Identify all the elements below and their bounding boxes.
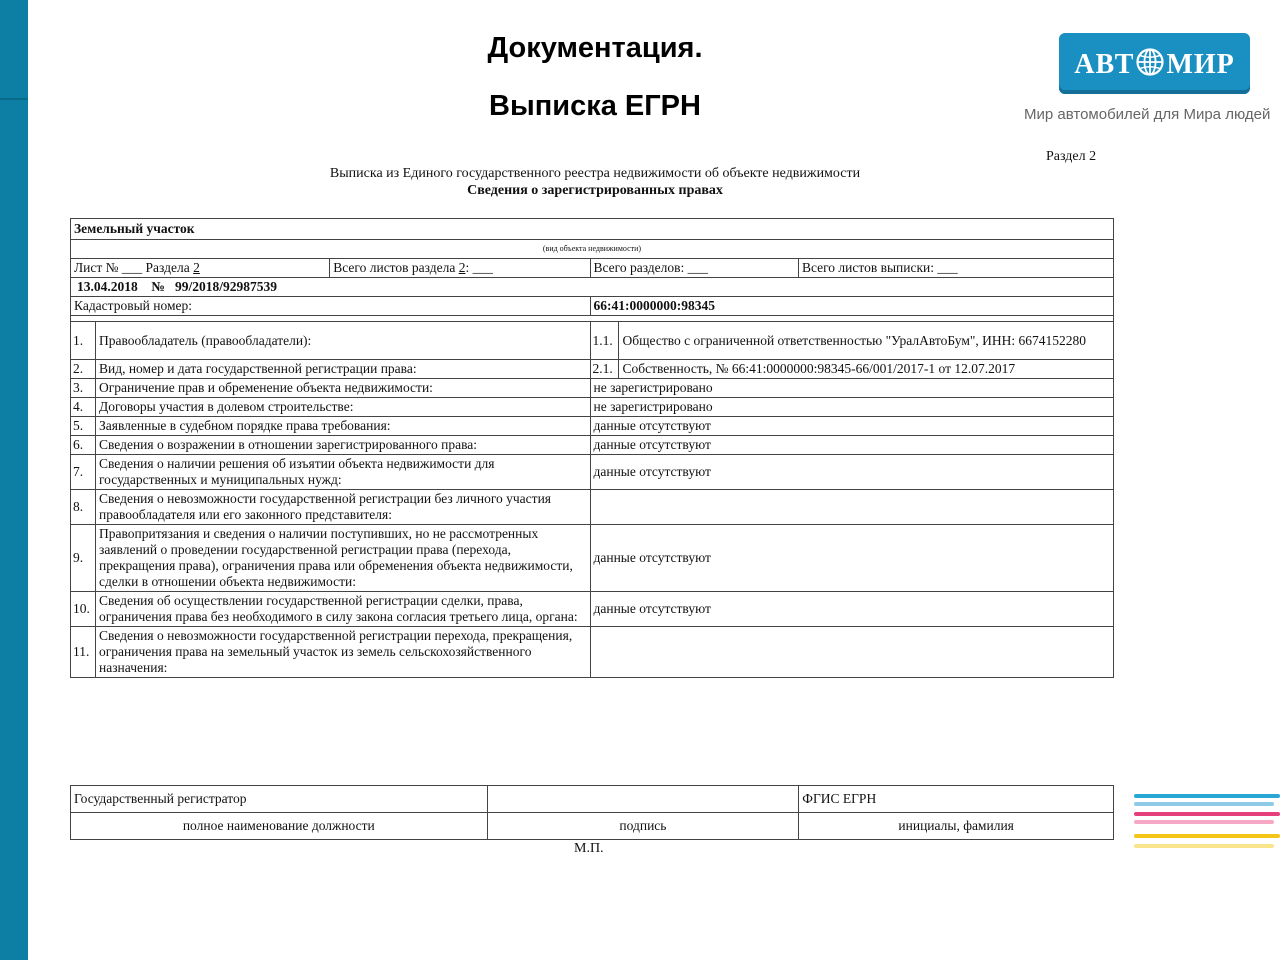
document-heading xyxy=(300,165,890,199)
row-number: 1. xyxy=(71,322,96,360)
row-number: 9. xyxy=(71,525,96,592)
date-number-cell xyxy=(71,278,1114,297)
table-row xyxy=(71,417,1114,436)
total-sheets-section-value: 2 xyxy=(458,260,466,275)
row-label: Сведения о возражении в отношении зарегистрированного права: xyxy=(95,436,590,455)
row-value: Общество с ограниченной ответственностью "УралАвтоБум", ИНН: 6674152280 xyxy=(619,322,1114,360)
row-label: Сведения о невозможности государственной регистрации перехода, прекращения, ограничения права на земельный участок из земель сельскохозяйственного назначения: xyxy=(95,627,590,678)
caption-signature: подпись xyxy=(487,813,799,840)
total-sheets-section-label: Всего листов раздела xyxy=(333,260,456,275)
registrar-org: ФГИС ЕГРН xyxy=(799,786,1114,813)
table-row xyxy=(71,525,1114,592)
row-number: 2. xyxy=(71,360,96,379)
total-sheets-section-cell xyxy=(330,259,590,278)
row-label: Сведения о наличии решения об изъятии объекта недвижимости для государственных и муниципальных нужд: xyxy=(95,455,590,490)
row-label: Правопритязания и сведения о наличии поступивших, но не рассмотренных заявлений о проведении государственной регистрации права (перехода, прекращения права), ограничения права или обременения объекта недвижимости, сделки в отношении объекта недвижимости: xyxy=(95,525,590,592)
row-label: Вид, номер и дата государственной регистрации права: xyxy=(95,360,590,379)
caption-name: инициалы, фамилия xyxy=(799,813,1114,840)
avtomir-logo xyxy=(1059,33,1250,94)
row-number: 8. xyxy=(71,490,96,525)
row-label: Правообладатель (правообладатели): xyxy=(95,322,590,360)
left-accent-bar xyxy=(0,0,28,960)
row-number: 6. xyxy=(71,436,96,455)
stripe-lightblue xyxy=(1134,802,1274,806)
cadastral-label: Кадастровый номер: xyxy=(71,297,591,316)
egrn-table xyxy=(70,218,1114,678)
row-number: 3. xyxy=(71,379,96,398)
row-number: 10. xyxy=(71,592,96,627)
row-number: 7. xyxy=(71,455,96,490)
table-row xyxy=(71,360,1114,379)
stripe-lightpink xyxy=(1134,820,1274,824)
extract-date: 13.04.2018 xyxy=(77,279,138,294)
row-label: Ограничение прав и обременение объекта недвижимости: xyxy=(95,379,590,398)
brand-tagline: Мир автомобилей для Мира людей xyxy=(1024,106,1271,123)
signature-row xyxy=(71,786,1114,813)
row-value: Собственность, № 66:41:0000000:98345-66/001/2017-1 от 12.07.2017 xyxy=(619,360,1114,379)
sheet-info-row xyxy=(71,259,1114,278)
table-row xyxy=(71,322,1114,360)
row-number: 5. xyxy=(71,417,96,436)
sheet-section-value: 2 xyxy=(193,260,200,275)
stripe-yellow xyxy=(1134,834,1280,838)
row-value: данные отсутствуют xyxy=(590,417,1114,436)
table-row xyxy=(71,379,1114,398)
row-subnumber: 1.1. xyxy=(590,322,619,360)
stripe-blue xyxy=(1134,794,1280,798)
caption-position: полное наименование должности xyxy=(71,813,488,840)
row-number: 4. xyxy=(71,398,96,417)
signature-field xyxy=(487,786,799,813)
object-type-caption-row xyxy=(71,240,1114,259)
total-sections: Всего разделов: ___ xyxy=(590,259,798,278)
signature-caption-row xyxy=(71,813,1114,840)
row-value: данные отсутствуют xyxy=(590,592,1114,627)
row-value: данные отсутствуют xyxy=(590,455,1114,490)
document-subtitle: Сведения о зарегистрированных правах xyxy=(467,183,723,198)
total-sheets-section-suffix: : ___ xyxy=(465,260,493,275)
row-value: не зарегистрировано xyxy=(590,379,1114,398)
object-type-caption: (вид объекта недвижимости) xyxy=(71,240,1114,259)
stamp-place: М.П. xyxy=(574,841,604,856)
cadastral-row xyxy=(71,297,1114,316)
table-row xyxy=(71,592,1114,627)
row-value: данные отсутствуют xyxy=(590,436,1114,455)
left-accent-tick xyxy=(0,98,28,100)
table-row xyxy=(71,490,1114,525)
document-title: Выписка из Единого государственного реестра недвижимости об объекте недвижимости xyxy=(329,166,861,181)
row-label: Заявленные в судебном порядке права требования: xyxy=(95,417,590,436)
row-value xyxy=(590,490,1114,525)
sheet-number-cell xyxy=(71,259,330,278)
logo-text-left: АВТ xyxy=(1074,49,1135,80)
section-label: Раздел 2 xyxy=(1046,149,1097,164)
row-number: 11. xyxy=(71,627,96,678)
row-value xyxy=(590,627,1114,678)
row-value: не зарегистрировано xyxy=(590,398,1114,417)
object-type-row xyxy=(71,219,1114,240)
row-subnumber: 2.1. xyxy=(590,360,619,379)
number-sign: № xyxy=(151,279,165,294)
decorative-stripes xyxy=(1134,790,1280,860)
sheet-number-label: Лист № ___ Раздела xyxy=(74,260,190,275)
signature-table xyxy=(70,785,1114,840)
row-label: Договоры участия в долевом строительстве: xyxy=(95,398,590,417)
slide-title-line2: Выписка ЕГРН xyxy=(489,90,701,122)
row-label: Сведения об осуществлении государственной регистрации сделки, права, ограничения права без необходимого в силу закона согласия третьего лица, органа: xyxy=(95,592,590,627)
cadastral-value: 66:41:0000000:98345 xyxy=(590,297,1114,316)
table-row xyxy=(71,455,1114,490)
table-row xyxy=(71,627,1114,678)
object-type: Земельный участок xyxy=(71,219,1114,240)
date-number-row xyxy=(71,278,1114,297)
globe-icon xyxy=(1135,47,1165,77)
row-label: Сведения о невозможности государственной регистрации без личного участия правообладателя или его законного представителя: xyxy=(95,490,590,525)
extract-number: 99/2018/92987539 xyxy=(174,279,277,294)
stripe-lightyellow xyxy=(1134,844,1274,848)
row-value: данные отсутствуют xyxy=(590,525,1114,592)
logo-text-right: МИР xyxy=(1166,49,1235,80)
slide-title-line1: Документация. xyxy=(487,32,703,64)
table-row xyxy=(71,398,1114,417)
table-row xyxy=(71,436,1114,455)
registrar-position: Государственный регистратор xyxy=(71,786,488,813)
stripe-pink xyxy=(1134,812,1280,816)
total-sheets: Всего листов выписки: ___ xyxy=(798,259,1113,278)
